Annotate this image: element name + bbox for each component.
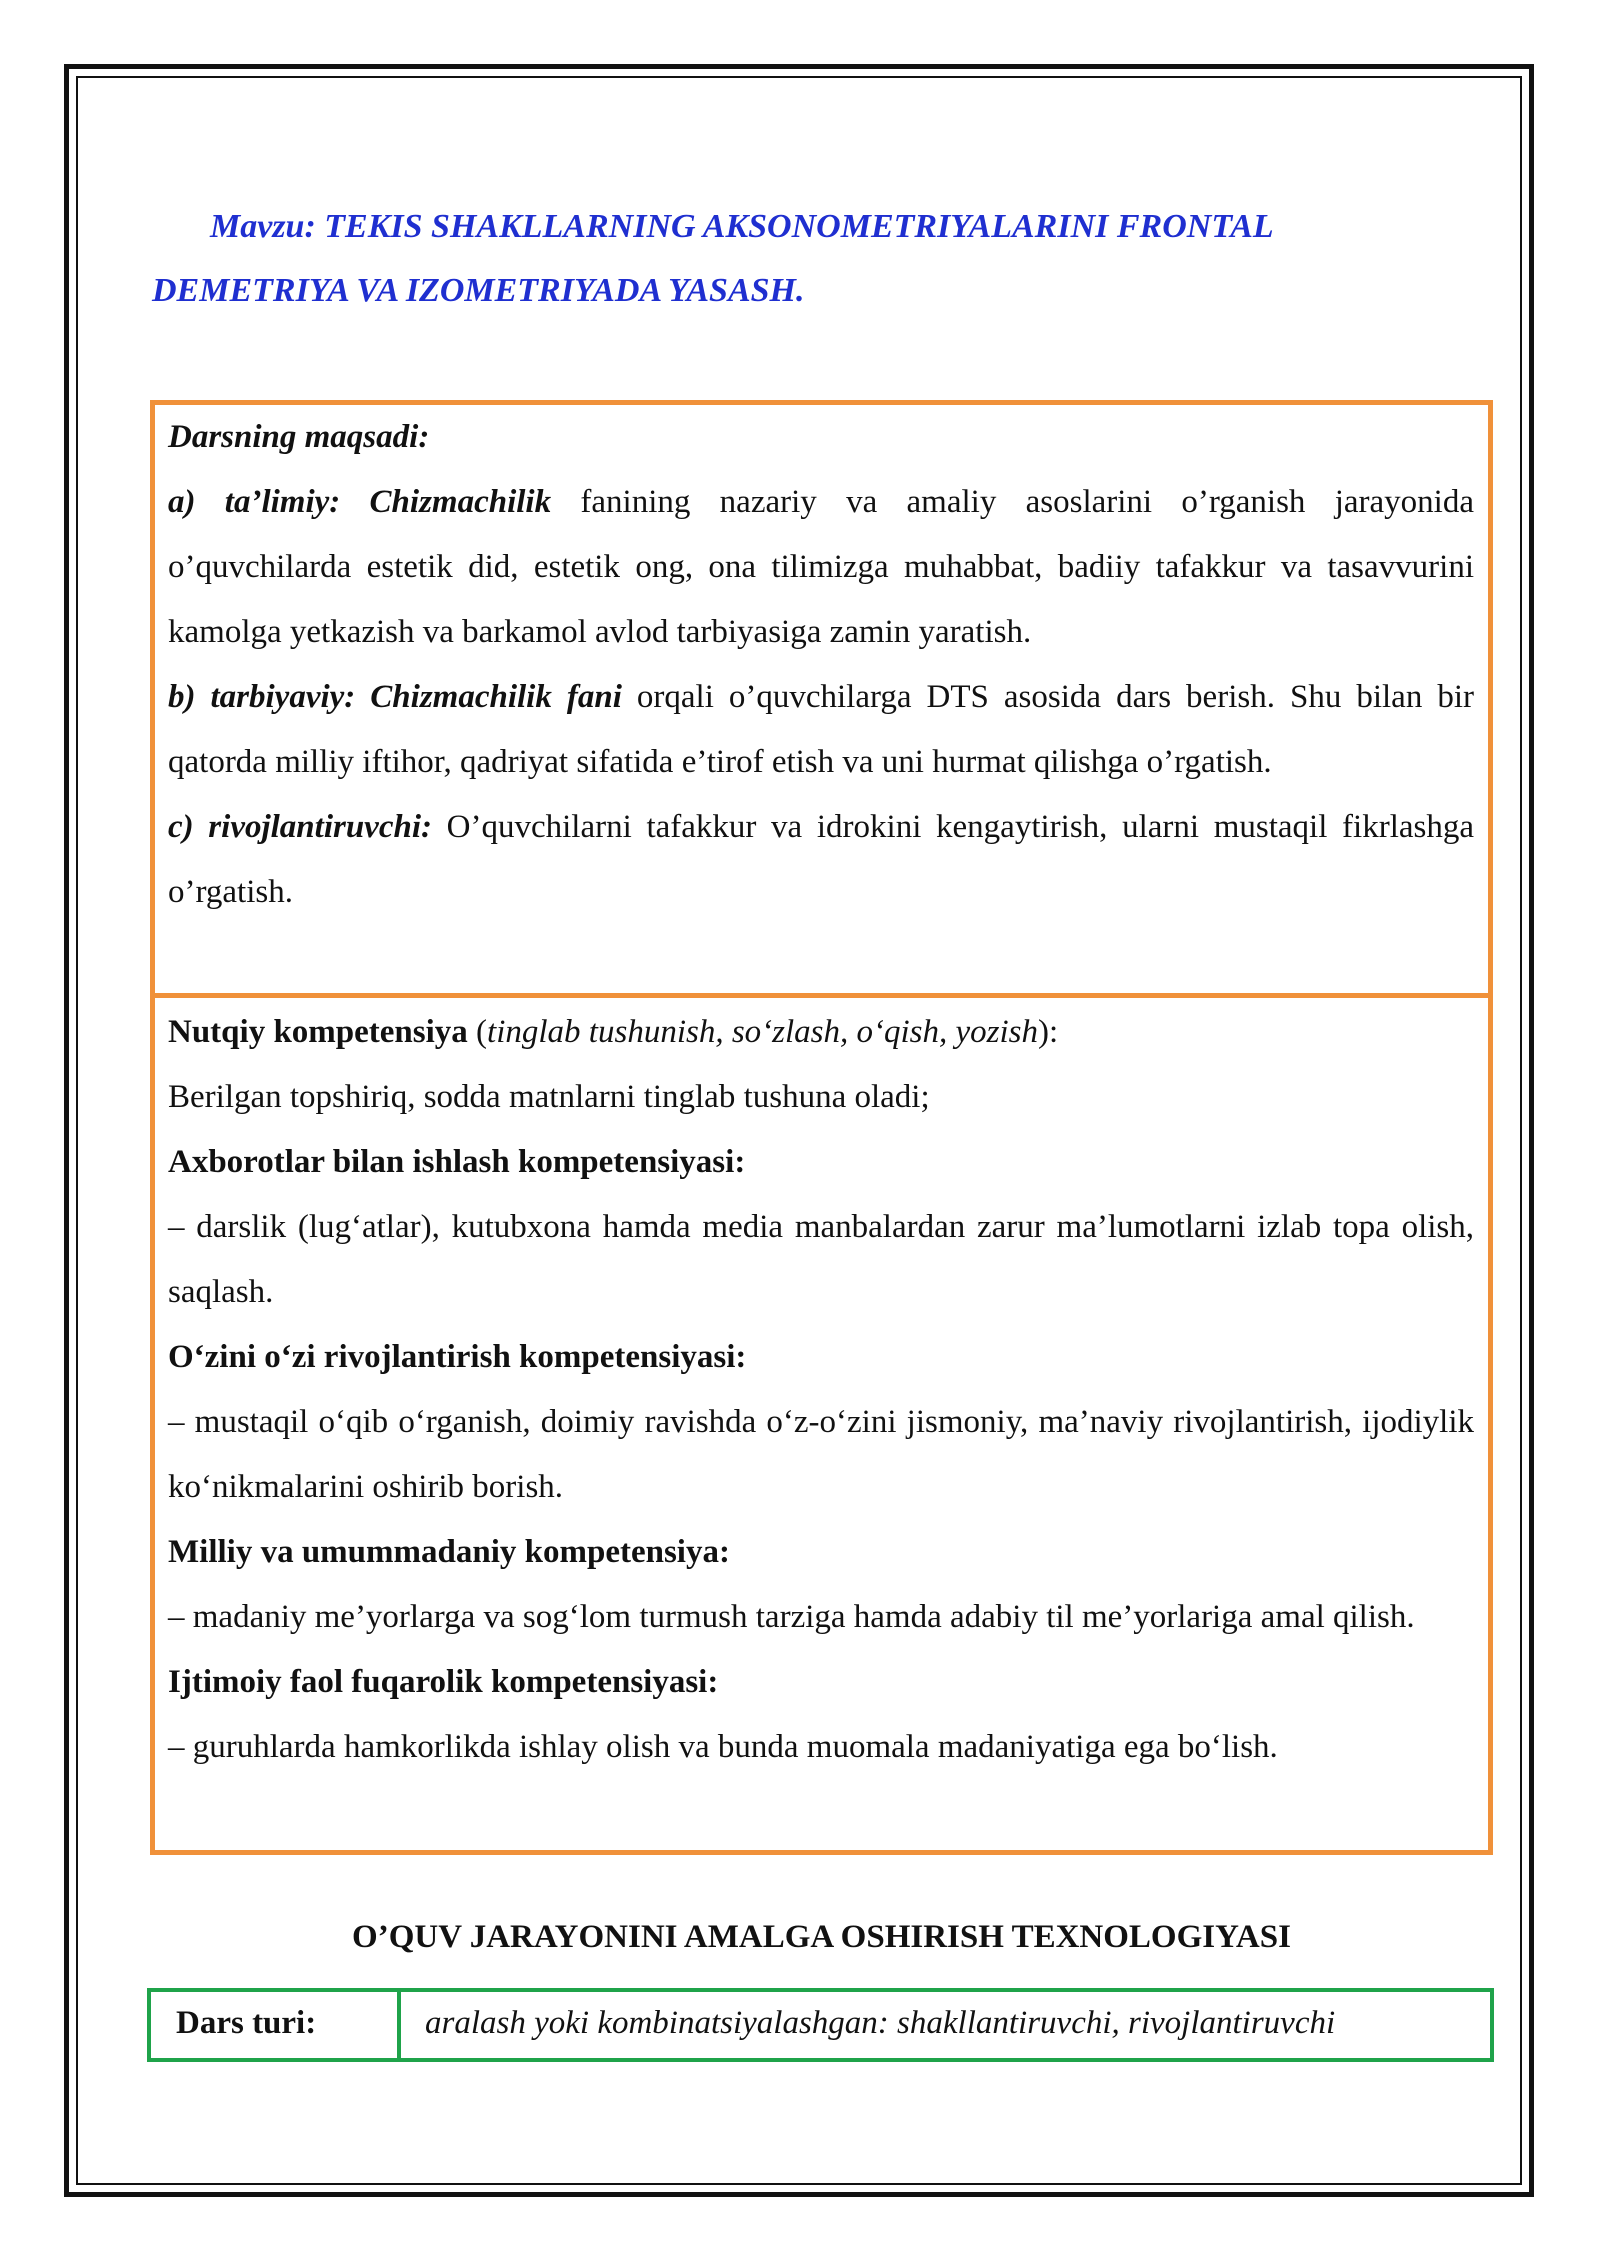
goal-upbringing-label: b) tarbiyaviy: Chizmachilik fani xyxy=(168,679,622,715)
competency-civic-text: – guruhlarda hamkorlikda ishlay olish va bunda muomala madaniyatiga ega bo‘lish. xyxy=(168,1729,1278,1765)
competency-info-heading: Axborotlar bilan ishlash kompetensiyasi: xyxy=(168,1144,746,1180)
goal-educational-text: fanining nazariy va amaliy asoslarini o’rganish jarayonida o’quvchilarda estetik did, estetik ong, ona tilimizga muhabbat, badiiy tafakkur va tasavvurini kamolga yetkazish va barkamol avlod tarbiyasiga zamin yaratish. xyxy=(168,484,1474,650)
title-line-2: DEMETRIYA VA IZOMETRIYADA YASASH. xyxy=(152,272,805,309)
competency-speech-heading: Nutqiy kompetensiya (tinglab tushunish, so‘zlash, o‘qish, yozish): xyxy=(168,1014,1059,1050)
competency-selfdev-text: – mustaqil o‘qib o‘rganish, doimiy ravishda o‘z-o‘zini jismoniy, ma’naviy rivojlantirish, ijodiylik ko‘nikmalarini oshirib borish. xyxy=(168,1404,1474,1505)
lesson-type-table xyxy=(147,1988,1494,2062)
goal-developmental-text: O’quvchilarni tafakkur va idrokini kengaytirish, ularni mustaqil fikrlashga o’rgatish. xyxy=(168,809,1474,910)
lesson-goals-section xyxy=(168,405,1474,925)
competency-speech-text: Berilgan topshiriq, sodda matnlarni tinglab tushuna oladi; xyxy=(168,1079,930,1115)
competency-national-text: – madaniy me’yorlarga va sog‘lom turmush tarziga hamda adabiy til me’yorlariga amal qilish. xyxy=(168,1599,1415,1635)
goal-developmental xyxy=(168,795,1474,925)
competency-national-heading: Milliy va umummadaniy kompetensiya: xyxy=(168,1534,730,1570)
competencies-section xyxy=(168,1000,1474,1780)
goal-educational-label: a) ta’limiy: Chizmachilik xyxy=(168,484,552,520)
lesson-type-label: Dars turi: xyxy=(151,1992,401,2058)
goal-developmental-label: c) rivojlantiruvchi: xyxy=(168,809,432,845)
competency-selfdev-heading: O‘zini o‘zi rivojlantirish kompetensiyasi: xyxy=(168,1339,747,1375)
title-line-1: Mavzu: TEKIS SHAKLLARNING AKSONOMETRIYALARINI FRONTAL xyxy=(210,208,1274,245)
goal-upbringing-text: orqali o’quvchilarga DTS asosida dars berish. Shu bilan bir qatorda milliy iftihor, qadriyat sifatida e’tirof etish va uni hurmat qilishga o’rgatish. xyxy=(168,679,1474,780)
technology-heading: O’QUV JARAYONINI AMALGA OSHIRISH TEXNOLOGIYASI xyxy=(352,1919,1291,1955)
goals-divider xyxy=(150,993,1493,998)
lesson-type-value: aralash yoki kombinatsiyalashgan: shakllantiruvchi, rivojlantiruvchi xyxy=(425,2005,1336,2041)
goals-heading: Darsning maqsadi: xyxy=(168,419,430,455)
goal-educational xyxy=(168,470,1474,665)
competency-info-text: – darslik (lug‘atlar), kutubxona hamda media manbalardan zarur ma’lumotlarni izlab topa olish, saqlash. xyxy=(168,1209,1474,1310)
lesson-topic-title xyxy=(152,195,1452,323)
competency-civic-heading: Ijtimoiy faol fuqarolik kompetensiyasi: xyxy=(168,1664,719,1700)
goal-upbringing xyxy=(168,665,1474,795)
